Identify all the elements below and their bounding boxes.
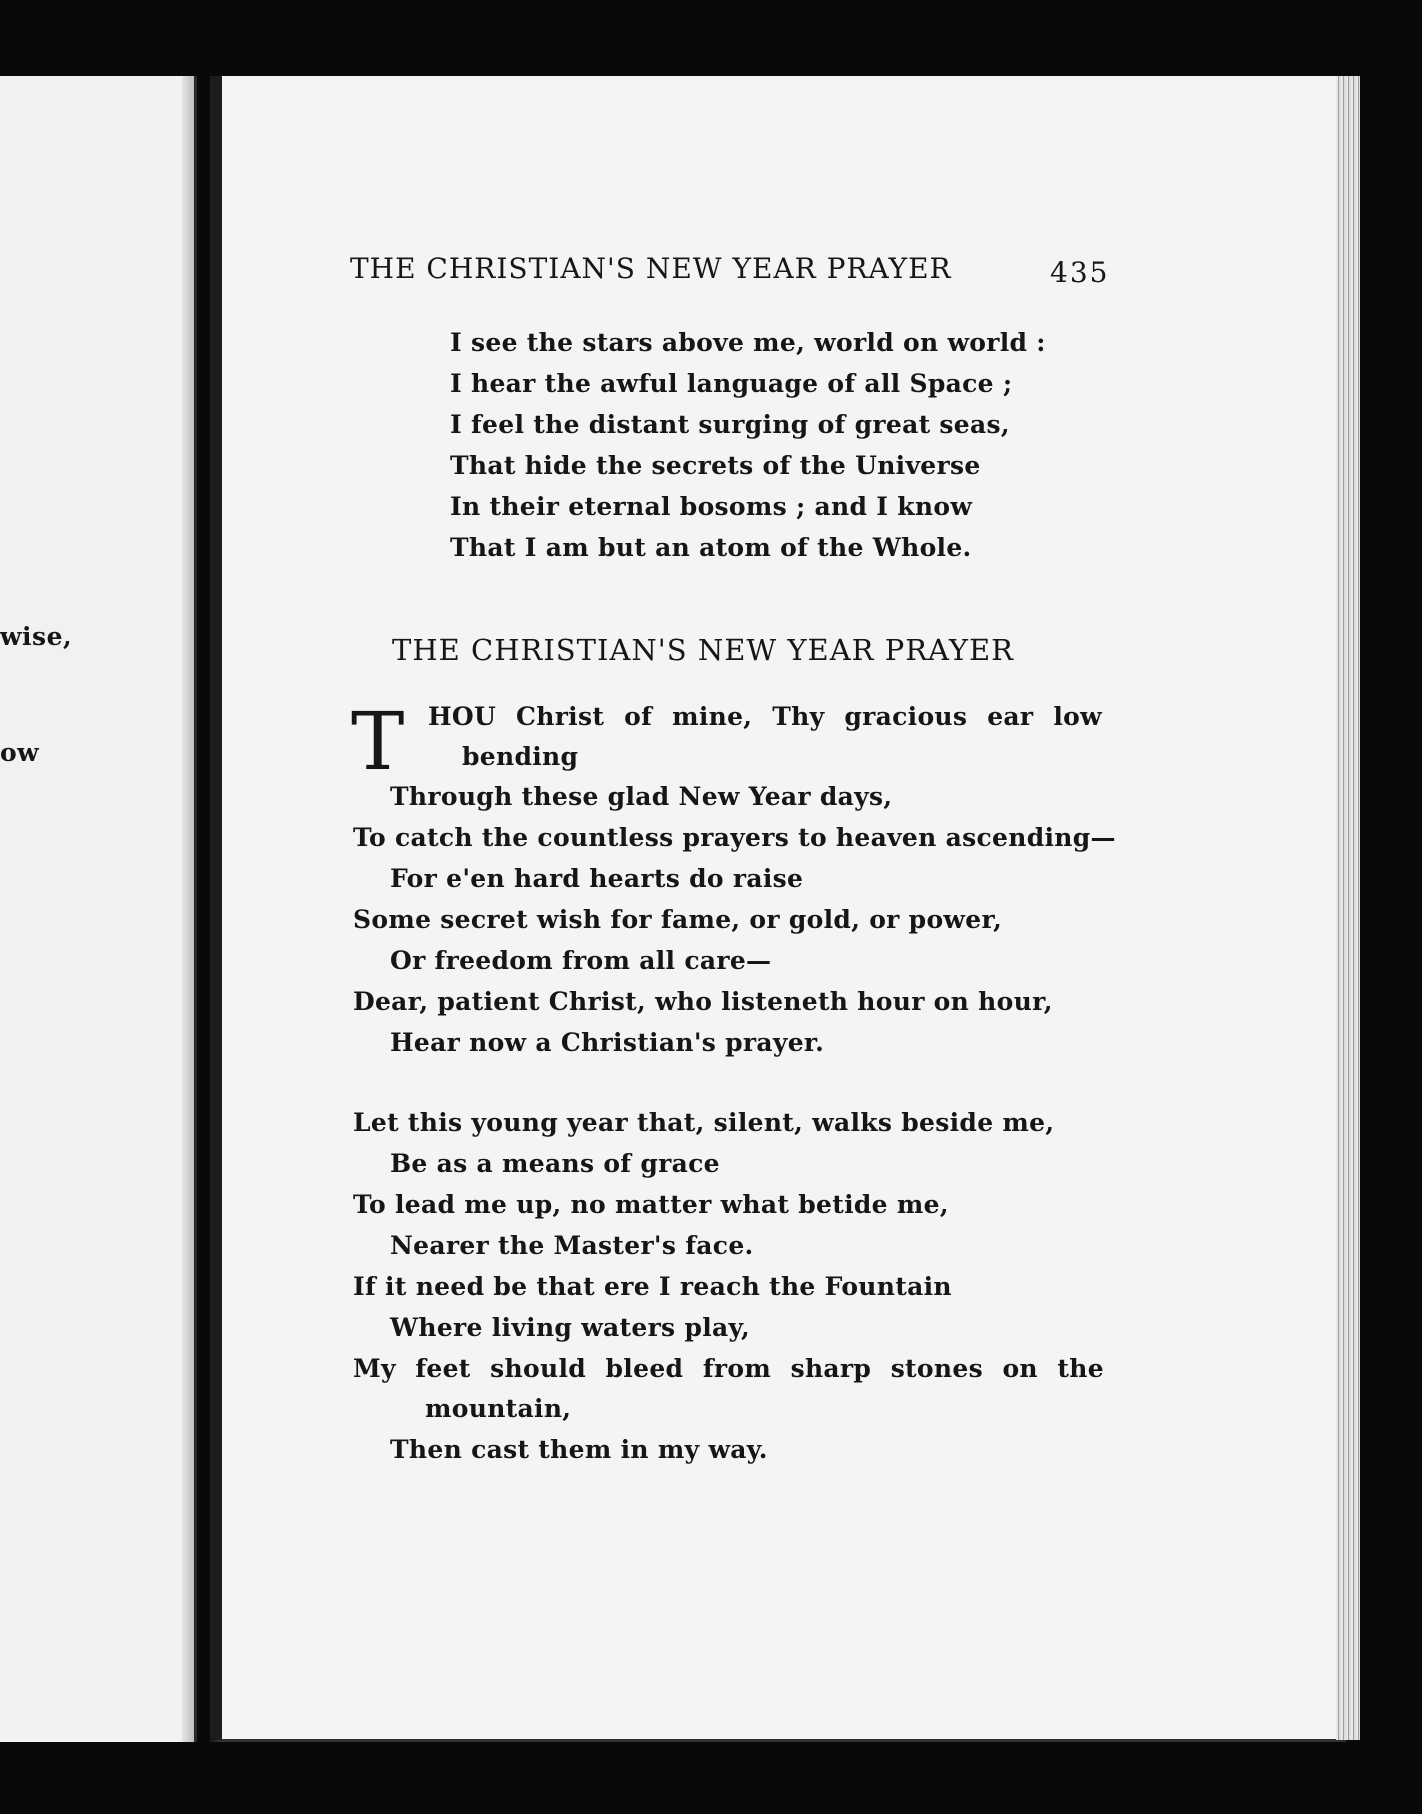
verse-line: Nearer the Master's face. [390,1231,754,1260]
verse-line: That I am but an atom of the Whole. [450,533,972,562]
left-page-fragment: wise, [0,622,73,651]
verse-line: To lead me up, no matter what betide me, [353,1190,949,1219]
verse-line: That hide the secrets of the Universe [450,451,981,480]
running-title: THE CHRISTIAN'S NEW YEAR PRAYER [350,252,952,285]
verse-word: from [702,1354,772,1383]
verse-word: the [1057,1354,1104,1383]
verse-line: I feel the distant surging of great seas, [450,410,1010,439]
drop-cap: T [351,695,405,788]
verse-word: feet [415,1354,471,1383]
poem-title: THE CHRISTIAN'S NEW YEAR PRAYER [392,633,1014,667]
page-edge-stack [1336,76,1360,1740]
verse-line: Where living waters play, [390,1313,750,1342]
page-number: 435 [1050,256,1110,289]
verse-word: on [1002,1354,1038,1383]
verse-word: sharp [790,1354,872,1383]
verse-line: Dear, patient Christ, who listeneth hour on hour, [353,987,1053,1016]
verse-word: gracious [844,702,968,731]
verse-word: bleed [605,1354,684,1383]
verse-word: Thy [772,702,825,731]
verse-line: Through these glad New Year days, [390,782,893,811]
verse-line: To catch the countless prayers to heaven ascending— [353,823,1116,852]
left-page [0,76,197,1742]
verse-line-continuation: mountain, [425,1394,572,1423]
verse-line: I hear the awful language of all Space ; [450,369,1013,398]
left-page-gutter-shadow [182,76,194,1742]
left-page-fragment: ow [0,738,40,767]
verse-line-justified [353,1356,1104,1381]
verse-word: My [353,1354,396,1383]
verse-line: Be as a means of grace [390,1149,720,1178]
verse-word: Christ [516,702,605,731]
verse-word: ear [987,702,1034,731]
verse-line-first [428,704,1102,729]
verse-line: Or freedom from all care— [390,946,772,975]
verse-line-continuation: bending [462,742,579,771]
verse-line: In their eternal bosoms ; and I know [450,492,973,521]
verse-word: low [1053,702,1102,731]
verse-line: Some secret wish for fame, or gold, or power, [353,905,1003,934]
verse-word: mine, [672,702,753,731]
verse-word: stones [890,1354,983,1383]
verse-line: Let this young year that, silent, walks beside me, [353,1108,1055,1137]
verse-line: Hear now a Christian's prayer. [390,1028,825,1057]
verse-line: For e'en hard hearts do raise [390,864,804,893]
verse-word: should [490,1354,587,1383]
verse-line: If it need be that ere I reach the Fountain [353,1272,952,1301]
verse-word: of [624,702,653,731]
verse-line: I see the stars above me, world on world : [450,328,1046,357]
verse-word: HOU [428,702,497,731]
verse-line: Then cast them in my way. [390,1435,768,1464]
